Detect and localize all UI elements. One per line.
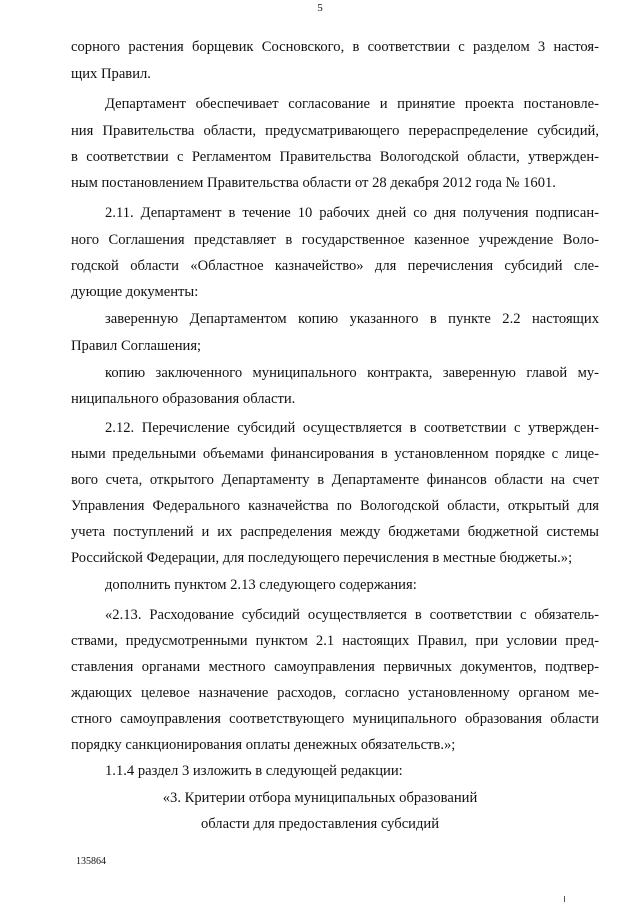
text-line: щих Правил. — [71, 66, 151, 82]
scan-mark — [564, 896, 565, 902]
text-line: дующие документы: — [71, 284, 199, 300]
page-number: 5 — [317, 2, 323, 14]
text-line: Управления Федерального казначейства по Вологодской области, открытый для — [71, 498, 599, 514]
text-line: Департамент обеспечивает согласование и принятие проекта постановле- — [105, 96, 599, 112]
text-line: ставления органами местного самоуправления первичных документов, подтвер- — [71, 659, 599, 675]
text-line: ным постановлением Правительства области от 28 декабря 2012 года № 1601. — [71, 175, 556, 191]
text-line: 1.1.4 раздел 3 изложить в следующей редакции: — [105, 763, 403, 779]
text-line: Российской Федерации, для последующего перечисления в местные бюджеты.»; — [71, 550, 573, 566]
text-line: порядку санкционирования оплаты денежных обязательств.»; — [71, 737, 456, 753]
text-line: дополнить пунктом 2.13 следующего содержания: — [105, 577, 417, 593]
text-line: учета поступлений и их распределения между бюджетами бюджетной системы — [71, 524, 599, 540]
text-line: ными предельными объемами финансирования в установленном порядке с лице- — [71, 446, 599, 462]
text-line: сорного растения борщевик Сосновского, в соответствии с разделом 3 настоя- — [71, 39, 599, 55]
text-line: Правил Соглашения; — [71, 338, 202, 354]
text-line: копию заключенного муниципального контракта, заверенную главой му- — [105, 365, 599, 381]
text-line: ждающих целевое назначение расходов, согласно установленному органом ме- — [71, 685, 599, 701]
text-line: ного Соглашения представляет в государственное казенное учреждение Воло- — [71, 232, 599, 248]
document-id: 135864 — [76, 856, 106, 867]
text-line: 2.12. Перечисление субсидий осуществляется в соответствии с утвержден- — [105, 420, 599, 436]
text-line: стного самоуправления соответствующего муниципального образования области — [71, 711, 599, 727]
section-heading: области для предоставления субсидий — [200, 816, 440, 832]
text-line: заверенную Департаментом копию указанного в пункте 2.2 настоящих — [105, 311, 599, 327]
text-line: «2.13. Расходование субсидий осуществляется в соответствии с обязатель- — [105, 607, 599, 623]
text-line: 2.11. Департамент в течение 10 рабочих дней со дня получения подписан- — [105, 205, 599, 221]
section-heading: «3. Критерии отбора муниципальных образований — [162, 790, 478, 806]
text-line: вого счета, открытого Департаменту в Департаменте финансов области на счет — [71, 472, 599, 488]
text-line: в соответствии с Регламентом Правительства Вологодской области, утвержден- — [71, 149, 599, 165]
text-line: ствами, предусмотренными пунктом 2.1 настоящих Правил, при условии пред- — [71, 633, 599, 649]
text-line: ниципального образования области. — [71, 391, 296, 407]
text-line: ния Правительства области, предусматривающего перераспределение субсидий, — [71, 123, 599, 139]
text-line: годской области «Областное казначейство» для перечисления субсидий сле- — [71, 258, 599, 274]
